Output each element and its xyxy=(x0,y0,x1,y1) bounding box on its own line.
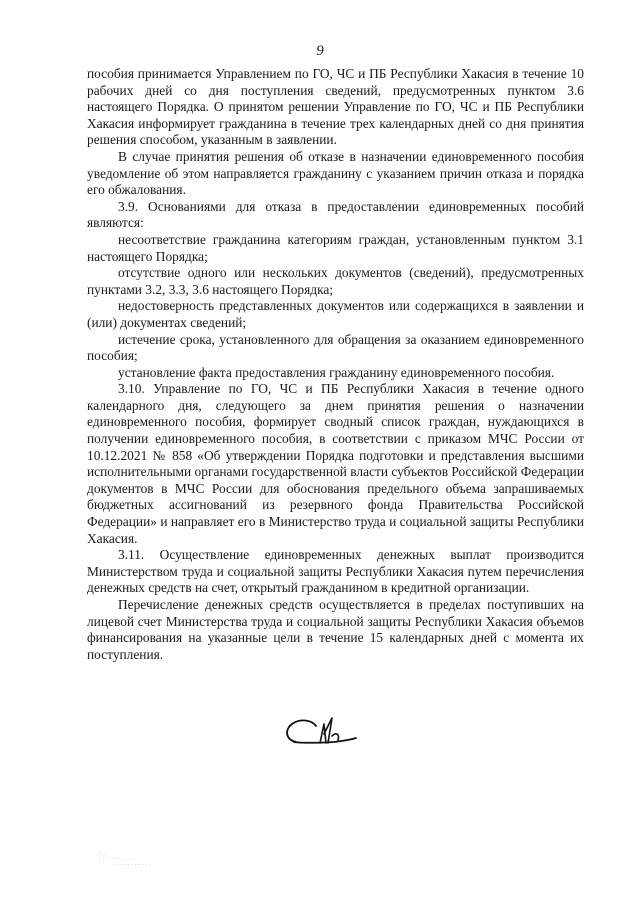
paragraph-continuation: пособия принимается Управлением по ГО, ЧС и ПБ Республики Хакасия в течение 10 рабочих дней со дня поступления сведений, предусмотренных пунктом 3.6 настоящего Порядка. О принятом решении Управление по ГО, ЧС и ПБ Республики Хакасия информирует гражданина в течение трех календарных дней со дня принятия решения способом, указанным в заявлении. xyxy=(87,66,584,148)
paragraph-3-9: 3.9. Основаниями для отказа в предоставлении единовременных пособий являются: xyxy=(87,198,584,231)
handwritten-signature xyxy=(282,712,362,750)
paragraph-transfer: Перечисление денежных средств осуществляется в пределах поступивших на лицевой счет Министерства труда и социальной защиты Республики Хакасия объемов финансирования на указанные цели в течение 15 календарных дней с момента их поступления. xyxy=(87,597,584,662)
page-number: 9 xyxy=(316,43,324,59)
refusal-ground-4: истечение срока, установленного для обращения за оказанием единовременного пособия; xyxy=(87,331,584,364)
paragraph-refusal-notice: В случае принятия решения об отказе в назначении единовременного пособия уведомление об этом направляется гражданину с указанием причин отказа и порядка его обжалования. xyxy=(87,148,584,198)
refusal-ground-5: установление факта предоставления гражданину единовременного пособия. xyxy=(118,364,555,380)
refusal-ground-1: несоответствие гражданина категориям граждан, установленным пунктом 3.1 настоящего Порядка; xyxy=(87,231,584,264)
scan-artifact xyxy=(96,848,156,870)
refusal-ground-2: отсутствие одного или нескольких документов (сведений), предусмотренных пунктами 3.2, 3.3, 3.6 настоящего Порядка; xyxy=(87,265,584,297)
paragraph-3-10: 3.10. Управление по ГО, ЧС и ПБ Республики Хакасия в течение одного календарного дня, следующего за днем принятия решения о назначении единовременного пособия, формирует сводный список граждан, нуждающихся в получении единовременного пособия, в соответствии с приказом МЧС России от 10.12.2021 № 858 «Об утверждении Порядка подготовки и представления высшими исполнительными органами государственной власти субъектов Российской Федерации документов в МЧС России для обоснования предельного объема запрашиваемых бюджетных ассигнований из резервного фонда Правительства Российской Федерации» и направляет его в Министерство труда и социальной защиты Республики Хакасия. xyxy=(87,381,584,546)
refusal-ground-3: недостоверность представленных документов или содержащихся в заявлении и (или) документах сведений; xyxy=(87,298,584,330)
paragraph-3-11: 3.11. Осуществление единовременных денежных выплат производится Министерством труда и социальной защиты Республики Хакасия путем перечисления денежных средств на счет, открытый гражданином в кредитной организации. xyxy=(87,547,584,596)
document-body xyxy=(87,66,584,663)
